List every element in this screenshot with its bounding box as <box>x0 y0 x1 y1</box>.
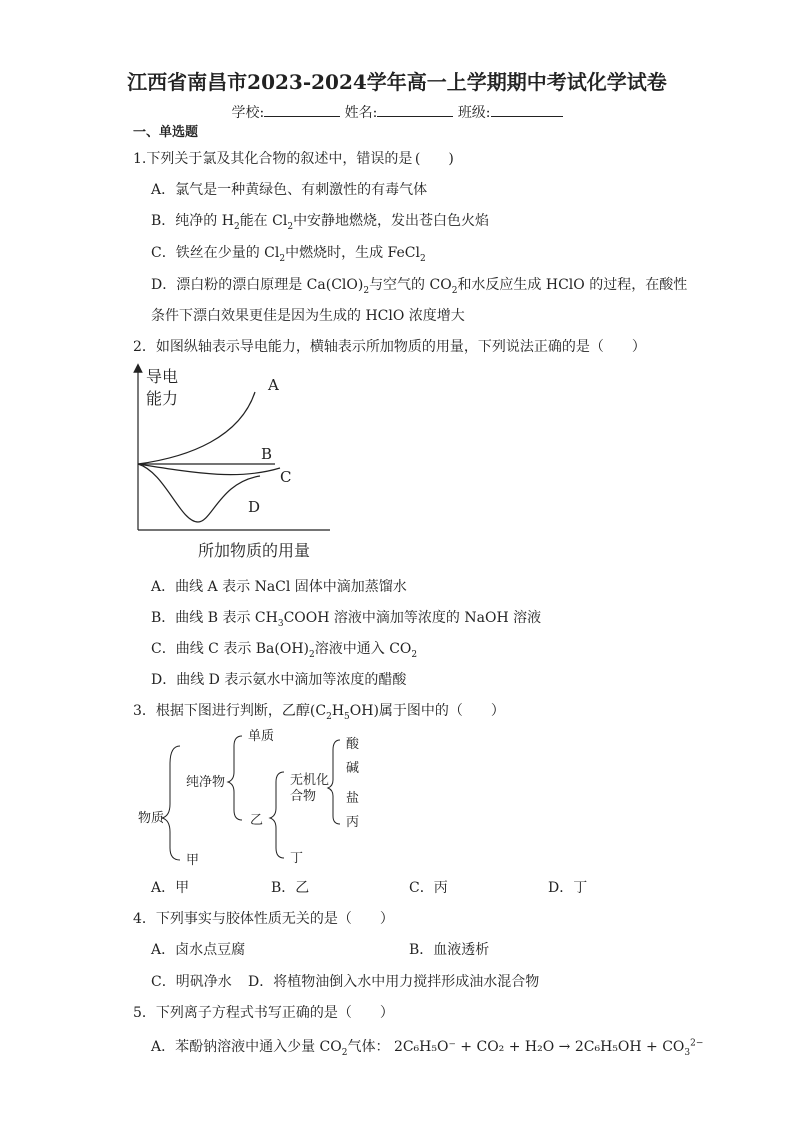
tree-salt: 盐 <box>346 791 360 806</box>
q3-option-a[interactable]: A．甲 <box>151 880 190 896</box>
tree-inorganic-2: 合物 <box>290 789 317 804</box>
curve-b-label: B <box>261 445 273 463</box>
tree-inorganic-1: 无机化 <box>290 773 330 788</box>
q3-option-c[interactable]: C．丙 <box>409 880 448 896</box>
q2-option-c[interactable]: C．曲线 C 表示 $Ba(OH)_2$溶液中通入 $CO_2$ <box>151 641 418 660</box>
q5-option-a[interactable]: A．苯酚钠溶液中通入少量 $CO_2$气体： $2C_6H_5O^- + CO_2 + H_2O \to 2C_6H_5OH + CO_3^{2-}$ <box>151 1038 704 1058</box>
x-axis-label: 所加物质的用量 <box>198 541 311 560</box>
brace-inorganic <box>328 740 340 824</box>
class-label: 班级: <box>457 105 491 121</box>
page-title: 江西省南昌市2023-2024学年高一上学期期中考试化学试卷 <box>127 70 667 94</box>
tree-acid: 酸 <box>346 737 360 752</box>
q1-option-d-cont: 条件下漂白效果更佳是因为生成的 HClO 浓度增大 <box>151 308 465 324</box>
curve-c-label: C <box>280 468 292 486</box>
school-label: 学校: <box>231 105 265 121</box>
tree-element: 单质 <box>248 729 275 744</box>
q3-stem: 3．根据下图进行判断，乙醇$(C_2H_5OH)$属于图中的（ ） <box>133 703 505 722</box>
q2-option-b[interactable]: B．曲线 B 表示 $CH_3COOH$ 溶液中滴加等浓度的 NaOH 溶液 <box>151 610 542 629</box>
tree-pure: 纯净物 <box>186 775 226 790</box>
curve-c <box>138 464 280 475</box>
q2-option-d[interactable]: D．曲线 D 表示氨水中滴加等浓度的醋酸 <box>151 672 407 688</box>
tree-bing: 丙 <box>346 815 360 830</box>
q4-option-b[interactable]: B．血液透析 <box>409 942 490 958</box>
conductivity-graph <box>120 362 340 568</box>
classification-tree <box>130 724 390 874</box>
class-blank[interactable] <box>491 104 563 117</box>
brace-root <box>162 746 180 860</box>
q3-option-d[interactable]: D．丁 <box>548 880 588 896</box>
brace-pure <box>228 736 242 820</box>
q1-option-b[interactable]: B．纯净的 $H_2$能在 $Cl_2$中安静地燃烧，发出苍白色火焰 <box>151 213 490 232</box>
q5-stem: 5．下列离子方程式书写正确的是（ ） <box>133 1005 394 1021</box>
q3-option-b[interactable]: B．乙 <box>271 880 310 896</box>
q1-option-d[interactable]: D．漂白粉的漂白原理是 $Ca(ClO)_2$与空气的 $CO_2$和水反应生成 HClO 的过程，在酸性 <box>151 277 688 296</box>
student-info-line <box>0 104 794 122</box>
q4-option-a[interactable]: A．卤水点豆腐 <box>151 942 246 958</box>
y-axis-label-1: 导电 <box>146 367 179 386</box>
tree-yi: 乙 <box>250 813 264 828</box>
q4-stem: 4．下列事实与胶体性质无关的是（ ） <box>133 911 394 927</box>
q1-option-c[interactable]: C．铁丝在少量的 $Cl_2$中燃烧时，生成 FeCl$_2$ <box>151 245 426 264</box>
q1-option-a[interactable]: A．氯气是一种黄绿色、有刺激性的有毒气体 <box>151 182 428 198</box>
q5-equation: $2C_6H_5O^- + CO_2 + H_2O \to 2C_6H_5OH + CO_3^{2-}$ <box>393 1038 704 1058</box>
q1-stem: 1.下列关于氯及其化合物的叙述中，错误的是 ( ) <box>133 151 454 167</box>
tree-jia: 甲 <box>186 853 200 868</box>
school-blank[interactable] <box>264 104 340 117</box>
q4-option-c[interactable]: C．明矾净水 <box>151 974 232 990</box>
name-label: 姓名: <box>344 105 378 121</box>
q2-stem: 2．如图纵轴表示导电能力，横轴表示所加物质的用量，下列说法正确的是（ ） <box>133 339 646 355</box>
tree-root: 物质 <box>138 811 165 826</box>
tree-ding: 丁 <box>290 851 304 866</box>
tree-base: 碱 <box>346 761 360 776</box>
section-heading: 一、单选题 <box>133 125 199 140</box>
q2-option-a[interactable]: A．曲线 A 表示 NaCl 固体中滴加蒸馏水 <box>151 579 407 595</box>
curve-d-label: D <box>248 498 261 516</box>
q4-option-d[interactable]: D．将植物油倒入水中用力搅拌形成油水混合物 <box>248 974 540 990</box>
y-axis-label-2: 能力 <box>146 389 179 408</box>
curve-a-label: A <box>268 376 279 394</box>
brace-yi <box>270 772 284 858</box>
name-blank[interactable] <box>377 104 453 117</box>
